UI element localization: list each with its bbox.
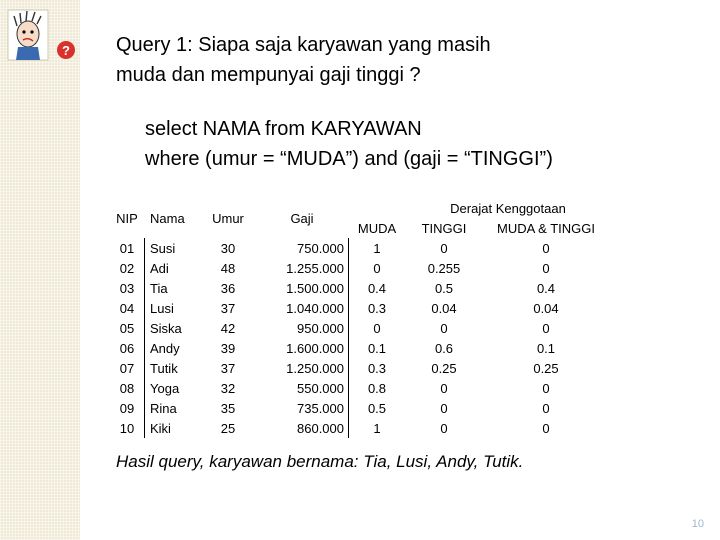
cell-tinggi: 0.25 (431, 361, 457, 376)
cell-muda-tinggi: 0 (542, 401, 550, 416)
slide-title (116, 30, 676, 90)
query-line-2: where (umur = “MUDA”) and (gaji = “TINGGI”) (145, 148, 553, 170)
cell-tinggi: 0 (440, 321, 448, 336)
cell-tinggi: 0.04 (431, 301, 457, 316)
cell-umur: 37 (220, 361, 236, 376)
header-nip: NIP (116, 211, 138, 226)
column-divider (348, 238, 349, 438)
cell-tinggi: 0 (440, 401, 448, 416)
cell-muda-tinggi: 0.4 (536, 281, 556, 296)
cell-umur: 42 (220, 321, 236, 336)
cell-umur: 48 (220, 261, 236, 276)
cell-nama: Susi (150, 241, 176, 256)
cell-nama: Andy (150, 341, 180, 356)
header-derajat-kenggotaan: Derajat Kenggotaan (450, 201, 566, 216)
cell-nip: 06 (119, 341, 135, 356)
cell-gaji: 750.000 (297, 241, 344, 256)
sql-query (145, 114, 685, 174)
cell-muda: 0.3 (367, 301, 387, 316)
cell-muda: 0.1 (367, 341, 387, 356)
cell-muda: 0.5 (367, 401, 387, 416)
cell-nip: 10 (119, 421, 135, 436)
cell-nama: Yoga (150, 381, 180, 396)
cell-umur: 36 (220, 281, 236, 296)
cell-muda-tinggi: 0 (542, 421, 550, 436)
cell-nama: Tia (150, 281, 168, 296)
cell-muda: 0.8 (367, 381, 387, 396)
cell-muda-tinggi: 0 (542, 321, 550, 336)
cell-umur: 35 (220, 401, 236, 416)
cell-muda: 0.4 (367, 281, 387, 296)
decorative-sidebar (0, 0, 80, 540)
cell-umur: 39 (220, 341, 236, 356)
cell-tinggi: 0 (440, 241, 448, 256)
cell-nama: Kiki (150, 421, 171, 436)
query-result: Hasil query, karyawan bernama: Tia, Lusi, Andy, Tutik. (116, 452, 524, 471)
cell-gaji: 1.040.000 (286, 301, 344, 316)
cell-gaji: 735.000 (297, 401, 344, 416)
cell-tinggi: 0.5 (434, 281, 454, 296)
cell-tinggi: 0 (440, 421, 448, 436)
cell-nama: Adi (150, 261, 169, 276)
cell-gaji: 1.250.000 (286, 361, 344, 376)
cell-muda-tinggi: 0 (542, 241, 550, 256)
header-nama: Nama (150, 211, 185, 226)
cell-tinggi: 0 (440, 381, 448, 396)
svg-text:?: ? (62, 43, 70, 58)
cell-gaji: 1.600.000 (286, 341, 344, 356)
cell-muda-tinggi: 0.25 (533, 361, 559, 376)
header-gaji: Gaji (290, 211, 314, 226)
cell-nama: Lusi (150, 301, 174, 316)
cell-tinggi: 0.255 (427, 261, 461, 276)
cell-muda: 1 (373, 241, 381, 256)
query-line-1: select NAMA from KARYAWAN (145, 118, 422, 140)
cell-muda: 0 (373, 321, 381, 336)
cell-muda: 1 (373, 421, 381, 436)
cell-tinggi: 0.6 (434, 341, 454, 356)
cell-muda-tinggi: 0 (542, 261, 550, 276)
cell-nip: 02 (119, 261, 135, 276)
cell-umur: 32 (220, 381, 236, 396)
header-umur: Umur (212, 211, 244, 226)
cell-nama: Rina (150, 401, 177, 416)
cell-umur: 30 (220, 241, 236, 256)
title-line-2: muda dan mempunyai gaji tinggi ? (116, 64, 421, 86)
cell-nama: Tutik (150, 361, 178, 376)
cell-nip: 08 (119, 381, 135, 396)
column-divider (144, 238, 145, 438)
cell-gaji: 1.255.000 (286, 261, 344, 276)
cell-muda-tinggi: 0.1 (536, 341, 556, 356)
header-muda-tinggi: MUDA & TINGGI (497, 221, 595, 236)
cell-gaji: 860.000 (297, 421, 344, 436)
cell-gaji: 950.000 (297, 321, 344, 336)
cell-muda-tinggi: 0 (542, 381, 550, 396)
cell-muda: 0 (373, 261, 381, 276)
header-muda: MUDA (357, 221, 397, 236)
cell-nip: 01 (119, 241, 135, 256)
cell-nip: 07 (119, 361, 135, 376)
confused-person-icon (6, 8, 78, 64)
header-tinggi: TINGGI (421, 221, 467, 236)
cell-gaji: 1.500.000 (286, 281, 344, 296)
cell-gaji: 550.000 (297, 381, 344, 396)
cell-muda: 0.3 (367, 361, 387, 376)
cell-muda-tinggi: 0.04 (533, 301, 559, 316)
cell-nip: 09 (119, 401, 135, 416)
cell-nip: 03 (119, 281, 135, 296)
cell-nip: 04 (119, 301, 135, 316)
cell-umur: 37 (220, 301, 236, 316)
cell-nip: 05 (119, 321, 135, 336)
page-number: 10 (691, 518, 704, 530)
cell-umur: 25 (220, 421, 236, 436)
cell-nama: Siska (150, 321, 182, 336)
title-line-1: Query 1: Siapa saja karyawan yang masih (116, 34, 491, 56)
